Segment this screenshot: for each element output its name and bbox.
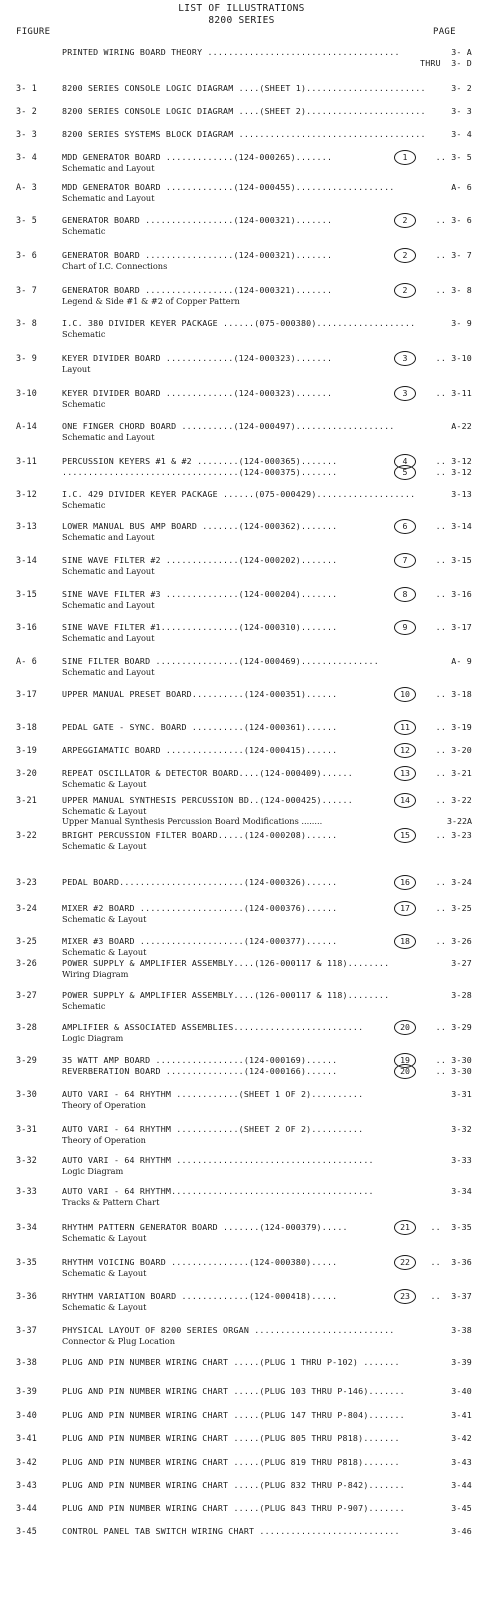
board-number-circle: 7: [394, 553, 416, 568]
page-number: .. 3-12: [435, 456, 472, 466]
page-number: .. 3-19: [435, 722, 472, 732]
page-number: A- 9: [451, 656, 472, 666]
page-number: .. 3-10: [435, 353, 472, 363]
entry-title: I.C. 429 DIVIDER KEYER PACKAGE ......(075-000429)...................: [62, 489, 416, 499]
entry-line: [62, 1357, 472, 1368]
board-number-circle: 2: [394, 248, 416, 263]
entry-title: PLUG AND PIN NUMBER WIRING CHART .....(PLUG 1 THRU P-102) .......: [62, 1357, 400, 1367]
entry-line: [62, 250, 472, 261]
board-number-circle: 2: [394, 283, 416, 298]
entry-line: [62, 722, 472, 733]
entry-title: ..................................(124-000375).......: [62, 467, 338, 477]
figure-number: A-14: [16, 421, 37, 431]
board-number-circle: 15: [394, 828, 416, 843]
board-number-circle: 4: [394, 454, 416, 469]
entry-title: PLUG AND PIN NUMBER WIRING CHART .....(PLUG 819 THRU P818).......: [62, 1457, 400, 1467]
board-number-circle: 8: [394, 587, 416, 602]
figure-number: 3-41: [16, 1433, 37, 1443]
entry-title: BRIGHT PERCUSSION FILTER BOARD.....(124-000208)......: [62, 830, 338, 840]
entry-line: [62, 656, 472, 667]
figure-number: 3- 1: [16, 83, 37, 93]
entry-subtitle: Schematic: [62, 500, 106, 510]
entry-title: RHYTHM PATTERN GENERATOR BOARD .......(124-000379).....: [62, 1222, 348, 1232]
figure-number: 3-33: [16, 1186, 37, 1196]
entry-subtitle: Schematic and Layout: [62, 600, 155, 610]
board-number-circle: 9: [394, 620, 416, 635]
figure-number: 3-32: [16, 1155, 37, 1165]
entry-title: UPPER MANUAL PRESET BOARD..........(124-000351)......: [62, 689, 338, 699]
entry-title: PHYSICAL LAYOUT OF 8200 SERIES ORGAN ...........................: [62, 1325, 395, 1335]
column-header-figure: FIGURE: [16, 27, 51, 37]
figure-number: 3- 8: [16, 318, 37, 328]
entry-line: [62, 129, 472, 140]
board-number-circle: 16: [394, 875, 416, 890]
entry-title: MIXER #3 BOARD ....................(124-000377)......: [62, 936, 338, 946]
board-number-circle: 3: [394, 351, 416, 366]
page-number: .. 3- 6: [435, 215, 472, 225]
figure-number: 3- 6: [16, 250, 37, 260]
page-number: .. 3-25: [435, 903, 472, 913]
figure-number: 3- 5: [16, 215, 37, 225]
entry-title: SINE FILTER BOARD ................(124-000469)...............: [62, 656, 379, 666]
entry-title: AUTO VARI - 64 RHYTHM ......................................: [62, 1155, 374, 1165]
page-number: 3-45: [451, 1503, 472, 1513]
page-number: .. 3-21: [435, 768, 472, 778]
entry-subtitle: Schematic & Layout: [62, 914, 147, 924]
page-number: 3-13: [451, 489, 472, 499]
figure-number: 3- 2: [16, 106, 37, 116]
figure-number: A- 3: [16, 182, 37, 192]
entry-title: ONE FINGER CHORD BOARD ..........(124-000497)...................: [62, 421, 395, 431]
entry-title: PERCUSSION KEYERS #1 & #2 ........(124-000365).......: [62, 456, 338, 466]
entry-title: PEDAL BOARD........................(124-000326)......: [62, 877, 338, 887]
entry-line: [62, 285, 472, 296]
entry-line: [62, 1257, 472, 1268]
figure-number: 3-39: [16, 1386, 37, 1396]
entry-line: [62, 555, 472, 566]
board-number-circle: 17: [394, 901, 416, 916]
entry-line: [62, 1066, 472, 1077]
entry-subtitle: Legend & Side #1 & #2 of Copper Pattern: [62, 296, 240, 306]
entry-subtitle: Schematic & Layout: [62, 947, 147, 957]
entry-subtitle: Schematic and Layout: [62, 667, 155, 677]
board-number-circle: 22: [394, 1255, 416, 1270]
figure-number: 3-25: [16, 936, 37, 946]
page-number: 3-42: [451, 1433, 472, 1443]
entry-subtitle: Schematic and Layout: [62, 532, 155, 542]
entry-title: PEDAL GATE - SYNC. BOARD ..........(124-000361)......: [62, 722, 338, 732]
entry-title: POWER SUPPLY & AMPLIFIER ASSEMBLY....(126-000117 & 118)........: [62, 958, 390, 968]
page-number: 3- 2: [451, 83, 472, 93]
entry-line: [62, 622, 472, 633]
entry-subtitle: Schematic and Layout: [62, 566, 155, 576]
entry-title: SINE WAVE FILTER #1...............(124-000310).......: [62, 622, 338, 632]
figure-number: 3-12: [16, 489, 37, 499]
figure-number: 3-29: [16, 1055, 37, 1065]
entry-line: [62, 1124, 472, 1135]
board-number-circle: 10: [394, 687, 416, 702]
entry-line: [62, 1291, 472, 1302]
entry-line: [62, 1325, 472, 1336]
entry-title: AUTO VARI - 64 RHYTHM.......................................: [62, 1186, 374, 1196]
board-number-circle: 20: [394, 1064, 416, 1079]
board-number-circle: 18: [394, 934, 416, 949]
entry-line: [62, 1386, 472, 1397]
page-number: 3-33: [451, 1155, 472, 1165]
page-number: 3-31: [451, 1089, 472, 1099]
board-number-circle: 13: [394, 766, 416, 781]
figure-number: 3-13: [16, 521, 37, 531]
figure-number: 3-16: [16, 622, 37, 632]
entry-title: AMPLIFIER & ASSOCIATED ASSEMBLIES.........................: [62, 1022, 364, 1032]
figure-number: 3-15: [16, 589, 37, 599]
column-header-page: PAGE: [433, 27, 456, 37]
entry-subtitle: Logic Diagram: [62, 1033, 124, 1043]
entry-title: ARPEGGIAMATIC BOARD ...............(124-000415)......: [62, 745, 338, 755]
entry-subtitle: Schematic and Layout: [62, 193, 155, 203]
document-title: LIST OF ILLUSTRATIONS: [178, 3, 305, 14]
page-number: 3-32: [451, 1124, 472, 1134]
entry-title: 35 WATT AMP BOARD .................(124-000169)......: [62, 1055, 338, 1065]
entry-title: RHYTHM VOICING BOARD ...............(124-000380).....: [62, 1257, 338, 1267]
entry-line: [62, 58, 472, 69]
page-number: 3-27: [451, 958, 472, 968]
page-number: 3- 4: [451, 129, 472, 139]
board-number-circle: 5: [394, 465, 416, 480]
page-number: 3-22A: [447, 816, 472, 826]
entry-subtitle: Schematic & Layout: [62, 806, 147, 816]
figure-number: 3-40: [16, 1410, 37, 1420]
entry-subtitle: Wiring Diagram: [62, 969, 129, 979]
entry-title: PLUG AND PIN NUMBER WIRING CHART .....(PLUG 147 THRU P-804).......: [62, 1410, 405, 1420]
page-number: 3-43: [451, 1457, 472, 1467]
figure-number: 3-38: [16, 1357, 37, 1367]
figure-number: 3-36: [16, 1291, 37, 1301]
entry-title: PLUG AND PIN NUMBER WIRING CHART .....(PLUG 832 THRU P-842).......: [62, 1480, 405, 1490]
entry-title: 8200 SERIES CONSOLE LOGIC DIAGRAM ....(SHEET 1).......................: [62, 83, 426, 93]
entry-subtitle: Schematic and Layout: [62, 163, 155, 173]
page-number: 3-38: [451, 1325, 472, 1335]
page-number: .. 3-20: [435, 745, 472, 755]
entry-line: [62, 877, 472, 888]
entry-title: CONTROL PANEL TAB SWITCH WIRING CHART ...........................: [62, 1526, 400, 1536]
page-number: .. 3-36: [430, 1257, 472, 1267]
page-number: .. 3-14: [435, 521, 472, 531]
entry-title: GENERATOR BOARD .................(124-000321).......: [62, 285, 333, 295]
figure-number: 3-26: [16, 958, 37, 968]
page-number: .. 3-29: [435, 1022, 472, 1032]
entry-line: [62, 1526, 472, 1537]
board-number-circle: 11: [394, 720, 416, 735]
entry-title: SINE WAVE FILTER #2 ..............(124-000202).......: [62, 555, 338, 565]
page-number: .. 3-23: [435, 830, 472, 840]
entry-title: GENERATOR BOARD .................(124-000321).......: [62, 215, 333, 225]
page-number: .. 3-26: [435, 936, 472, 946]
entry-title: KEYER DIVIDER BOARD .............(124-000323).......: [62, 353, 333, 363]
entry-line: [62, 1480, 472, 1491]
board-number-circle: 19: [394, 1053, 416, 1068]
entry-line: [62, 353, 472, 364]
entry-subtitle: Upper Manual Synthesis Percussion Board Modifications ........: [62, 816, 323, 826]
entry-subtitle: Schematic: [62, 329, 106, 339]
board-number-circle: 6: [394, 519, 416, 534]
page-number: 3-34: [451, 1186, 472, 1196]
page-number: .. 3- 7: [435, 250, 472, 260]
board-number-circle: 23: [394, 1289, 416, 1304]
page-number: 3-46: [451, 1526, 472, 1536]
entry-title: KEYER DIVIDER BOARD .............(124-000323).......: [62, 388, 333, 398]
entry-line: [62, 47, 472, 58]
entry-line: [62, 421, 472, 432]
entry-line: [62, 1433, 472, 1444]
page-number: .. 3- 8: [435, 285, 472, 295]
entry-line: [62, 521, 472, 532]
entry-line: [62, 1503, 472, 1514]
entry-line: [62, 958, 472, 969]
page-number: .. 3-24: [435, 877, 472, 887]
entry-line: [62, 152, 472, 163]
board-number-circle: 2: [394, 213, 416, 228]
page-number: .. 3-12: [435, 467, 472, 477]
entry-subtitle: Schematic: [62, 399, 106, 409]
figure-number: 3-19: [16, 745, 37, 755]
entry-line: [62, 689, 472, 700]
page-number: A-22: [451, 421, 472, 431]
entry-line: [62, 467, 472, 478]
entry-title: RHYTHM VARIATION BOARD .............(124-000418).....: [62, 1291, 338, 1301]
figure-number: 3-31: [16, 1124, 37, 1134]
entry-title: UPPER MANUAL SYNTHESIS PERCUSSION BD..(124-000425)......: [62, 795, 353, 805]
entry-subtitle: Tracks & Pattern Chart: [62, 1197, 160, 1207]
page-number: .. 3-11: [435, 388, 472, 398]
board-number-circle: 20: [394, 1020, 416, 1035]
entry-line: [62, 768, 472, 779]
board-number-circle: 14: [394, 793, 416, 808]
entry-title: PLUG AND PIN NUMBER WIRING CHART .....(PLUG 103 THRU P-146).......: [62, 1386, 405, 1396]
entry-subtitle: Connector & Plug Location: [62, 1336, 175, 1346]
figure-number: 3-20: [16, 768, 37, 778]
figure-number: 3-37: [16, 1325, 37, 1335]
entry-subtitle: Schematic & Layout: [62, 1268, 147, 1278]
entry-line: [62, 182, 472, 193]
entry-title: 8200 SERIES SYSTEMS BLOCK DIAGRAM ....................................: [62, 129, 426, 139]
board-number-circle: 1: [394, 150, 416, 165]
page-number: 3-44: [451, 1480, 472, 1490]
page-number: .. 3-17: [435, 622, 472, 632]
figure-number: 3-14: [16, 555, 37, 565]
entry-line: [62, 83, 472, 94]
entry-subtitle: Schematic & Layout: [62, 1233, 147, 1243]
entry-subtitle: Schematic and Layout: [62, 432, 155, 442]
page-number: .. 3-15: [435, 555, 472, 565]
figure-number: 3-45: [16, 1526, 37, 1536]
entry-title: AUTO VARI - 64 RHYTHM ............(SHEET 1 OF 2)..........: [62, 1089, 364, 1099]
entry-line: [62, 388, 472, 399]
figure-number: 3- 9: [16, 353, 37, 363]
page-number: 3- 9: [451, 318, 472, 328]
figure-number: 3-28: [16, 1022, 37, 1032]
entry-title: REVERBERATION BOARD ...............(124-000166)......: [62, 1066, 338, 1076]
entry-line: [62, 1155, 472, 1166]
page-number: .. 3-35: [430, 1222, 472, 1232]
figure-number: 3-35: [16, 1257, 37, 1267]
entry-subtitle: Schematic & Layout: [62, 841, 147, 851]
entry-line: [62, 1022, 472, 1033]
board-number-circle: 12: [394, 743, 416, 758]
entry-title: LOWER MANUAL BUS AMP BOARD .......(124-000362).......: [62, 521, 338, 531]
entry-title: REPEAT OSCILLATOR & DETECTOR BOARD....(124-000409)......: [62, 768, 353, 778]
figure-number: 3-27: [16, 990, 37, 1000]
entry-line: [62, 745, 472, 756]
entry-line: [62, 589, 472, 600]
entry-subtitle: Logic Diagram: [62, 1166, 124, 1176]
page-number: 3- 3: [451, 106, 472, 116]
page-number: .. 3-18: [435, 689, 472, 699]
entry-title: PLUG AND PIN NUMBER WIRING CHART .....(PLUG 843 THRU P-907).......: [62, 1503, 405, 1513]
page-number: .. 3-22: [435, 795, 472, 805]
entry-title: I.C. 380 DIVIDER KEYER PACKAGE ......(075-000380)...................: [62, 318, 416, 328]
entry-line: [62, 318, 472, 329]
entry-subtitle: Theory of Operation: [62, 1135, 146, 1145]
page-number: 3- A: [451, 47, 472, 57]
page-number: .. 3-16: [435, 589, 472, 599]
figure-number: 3-30: [16, 1089, 37, 1099]
entry-line: [62, 106, 472, 117]
board-number-circle: 3: [394, 386, 416, 401]
entry-line: [62, 1186, 472, 1197]
figure-number: 3- 3: [16, 129, 37, 139]
figure-number: 3- 7: [16, 285, 37, 295]
figure-number: 3-22: [16, 830, 37, 840]
entry-title: 8200 SERIES CONSOLE LOGIC DIAGRAM ....(SHEET 2).......................: [62, 106, 426, 116]
entry-title: MDD GENERATOR BOARD .............(124-000265).......: [62, 152, 333, 162]
page-number: 3-40: [451, 1386, 472, 1396]
entry-title: SINE WAVE FILTER #3 ..............(124-000204).......: [62, 589, 338, 599]
entry-line: [62, 1222, 472, 1233]
page-number: .. 3-37: [430, 1291, 472, 1301]
entry-line: [62, 990, 472, 1001]
document-subtitle: 8200 SERIES: [208, 15, 275, 26]
entry-subtitle: Schematic & Layout: [62, 1302, 147, 1312]
figure-number: 3-43: [16, 1480, 37, 1490]
figure-number: 3-21: [16, 795, 37, 805]
entry-subtitle: Layout: [62, 364, 91, 374]
page-number: THRU 3- D: [420, 58, 472, 68]
entry-subtitle: Schematic & Layout: [62, 779, 147, 789]
figure-number: 3- 4: [16, 152, 37, 162]
entry-subtitle: Theory of Operation: [62, 1100, 146, 1110]
entry-subtitle: Chart of I.C. Connections: [62, 261, 168, 271]
entry-subtitle: Schematic: [62, 226, 106, 236]
entry-title: MDD GENERATOR BOARD .............(124-000455)...................: [62, 182, 395, 192]
entry-line: [62, 830, 472, 841]
figure-number: 3-23: [16, 877, 37, 887]
page-number: 3-41: [451, 1410, 472, 1420]
page-number: 3-39: [451, 1357, 472, 1367]
page-number: .. 3-30: [435, 1066, 472, 1076]
entry-title: PLUG AND PIN NUMBER WIRING CHART .....(PLUG 805 THRU P818).......: [62, 1433, 400, 1443]
board-number-circle: 21: [394, 1220, 416, 1235]
entry-title: POWER SUPPLY & AMPLIFIER ASSEMBLY....(126-000117 & 118)........: [62, 990, 390, 1000]
figure-number: 3-18: [16, 722, 37, 732]
figure-number: 3-24: [16, 903, 37, 913]
entry-title: GENERATOR BOARD .................(124-000321).......: [62, 250, 333, 260]
entry-title: PRINTED WIRING BOARD THEORY .....................................: [62, 47, 400, 57]
entry-title: MIXER #2 BOARD ....................(124-000376)......: [62, 903, 338, 913]
entry-subtitle: Schematic and Layout: [62, 633, 155, 643]
entry-line: [62, 903, 472, 914]
page-number: 3-28: [451, 990, 472, 1000]
entry-title: AUTO VARI - 64 RHYTHM ............(SHEET 2 OF 2)..........: [62, 1124, 364, 1134]
entry-line: [62, 489, 472, 500]
figure-number: 3-42: [16, 1457, 37, 1467]
entry-line: [62, 795, 472, 806]
entry-line: [62, 1410, 472, 1421]
entry-line: [62, 215, 472, 226]
figure-number: 3-11: [16, 456, 37, 466]
figure-number: 3-10: [16, 388, 37, 398]
page-number: A- 6: [451, 182, 472, 192]
figure-number: 3-34: [16, 1222, 37, 1232]
figure-number: 3-44: [16, 1503, 37, 1513]
figure-number: 3-17: [16, 689, 37, 699]
figure-number: A- 6: [16, 656, 37, 666]
entry-subtitle: Schematic: [62, 1001, 106, 1011]
page-number: .. 3-30: [435, 1055, 472, 1065]
entry-line: [62, 936, 472, 947]
entry-line: [62, 1089, 472, 1100]
page-number: .. 3- 5: [435, 152, 472, 162]
entry-line: [62, 1457, 472, 1468]
